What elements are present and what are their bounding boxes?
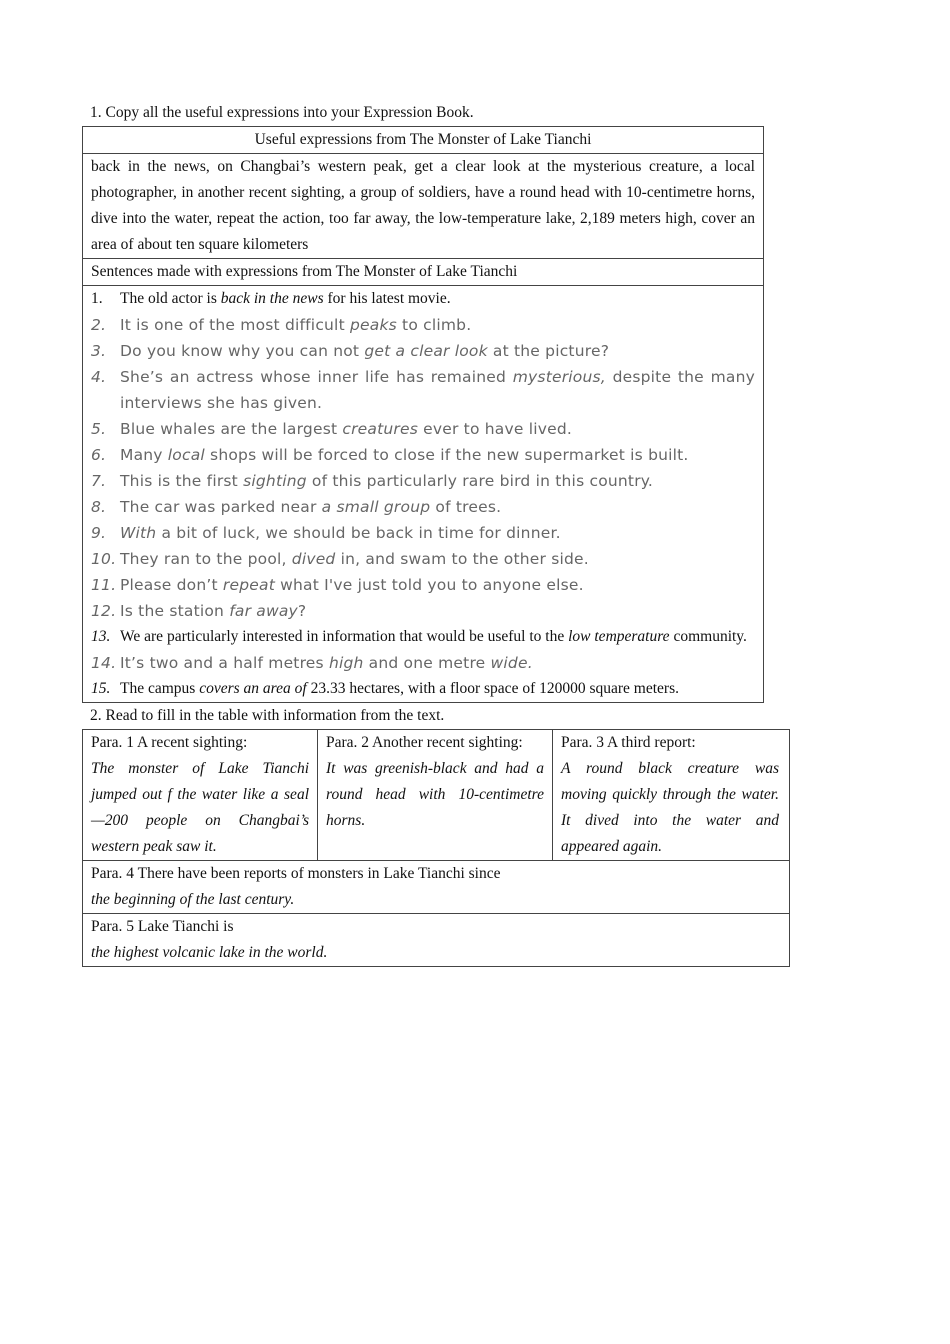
sentence-number: 10. (91, 550, 117, 568)
sentence-number: 11. (91, 576, 117, 594)
sentence-expression: creatures (342, 420, 419, 438)
sentence-text: of this particularly rare bird in this country. (306, 472, 654, 490)
sentence-item (91, 624, 755, 650)
sentence-number: 2. (91, 316, 107, 334)
para5-cell (83, 914, 789, 967)
sentences-list (83, 286, 763, 703)
sentence-item (91, 364, 755, 416)
sentence-text: Blue whales are the largest (120, 420, 343, 438)
sentence-expression: far away (229, 602, 298, 620)
para5-answer: the highest volcanic lake in the world. (91, 944, 328, 961)
sentence-expression: get a clear look (364, 342, 488, 360)
sentence-text: Many (120, 446, 168, 464)
sentence-item (91, 494, 755, 520)
sentence-item (91, 338, 755, 364)
sentence-number: 15. (91, 680, 111, 697)
sentence-text: shops will be forced to close if the new supermarket is built. (204, 446, 689, 464)
para3-answer: A round black creature was moving quickly through the water. It dived into the water and appeared again. (561, 760, 779, 855)
sentence-item (91, 598, 755, 624)
para5-label: Para. 5 Lake Tianchi is (91, 918, 234, 935)
task1-instruction: 1. Copy all the useful expressions into your Expression Book. (90, 104, 474, 121)
sentence-expression: wide. (490, 654, 533, 672)
sentence-text: Do you know why you can not (120, 342, 365, 360)
reading-table (82, 729, 790, 967)
sentence-item (91, 572, 755, 598)
para1-label: Para. 1 A recent sighting: (91, 734, 248, 751)
sentence-item (91, 416, 755, 442)
para3-cell (552, 730, 787, 860)
expressions-table (82, 126, 764, 703)
sentence-text: in, and swam to the other side. (335, 550, 589, 568)
para2-cell (317, 730, 552, 860)
sentence-text: Is the station (120, 602, 230, 620)
sentence-expression: sighting (243, 472, 307, 490)
sentence-text: It’s two and a half metres (120, 654, 329, 672)
para3-label: Para. 3 A third report: (561, 734, 696, 751)
sentence-number: 7. (91, 472, 107, 490)
sentence-text: 23.33 hectares, with a floor space of 120000 square meters. (306, 680, 679, 697)
sentence-item (91, 676, 755, 702)
sentence-text: It is one of the most difficult (120, 316, 350, 334)
sentence-text: They ran to the pool, (120, 550, 292, 568)
sentence-text: The car was parked near (120, 498, 322, 516)
sentence-text: at the picture? (487, 342, 610, 360)
para4-cell (83, 861, 789, 914)
sentence-number: 1. (91, 290, 103, 307)
sentence-text: and one metre (363, 654, 491, 672)
sentence-number: 9. (91, 524, 107, 542)
para2-answer: It was greenish-black and had a round head with 10-centimetre horns. (326, 760, 544, 829)
sentence-item (91, 520, 755, 546)
sentence-text: The campus (120, 680, 200, 697)
task2-instruction: 2. Read to fill in the table with information from the text. (90, 707, 445, 724)
para1-answer: The monster of Lake Tianchi jumped out f the water like a seal—200 people on Changbai’s western peak saw it. (91, 760, 309, 855)
sentence-text: We are particularly interested in information that would be useful to the (120, 628, 569, 645)
document-page (82, 100, 788, 967)
sentence-expression: dived (291, 550, 336, 568)
sentence-expression: a small group (321, 498, 431, 516)
sentence-text: ? (297, 602, 307, 620)
sentence-text: despite the many interviews she has given. (120, 368, 755, 412)
sentence-item (91, 468, 755, 494)
sentence-expression: With (120, 524, 157, 542)
sentence-expression: covers an area of (199, 680, 307, 697)
sentence-expression: high (328, 654, 364, 672)
sentence-item (91, 312, 755, 338)
sentence-text: The old actor is (120, 290, 221, 307)
sentence-item (91, 546, 755, 572)
sentence-number: 8. (91, 498, 107, 516)
sentence-number: 3. (91, 342, 107, 360)
sentence-number: 12. (91, 602, 117, 620)
sentence-number: 13. (91, 628, 111, 645)
sentence-number: 5. (91, 420, 107, 438)
sentence-text: community. (669, 628, 747, 645)
sentence-expression: low temperature (568, 628, 670, 645)
expressions-list: back in the news, on Changbai’s western peak, get a clear look at the mysterious creature, a local photographer, in another recent sighting, a group of soldiers, have a round head with 10-centimetre horns, dive into the water, repeat the action, too far away, the low-temperature lake, 2,189 meters high, cover an area of about ten square kilometers (83, 154, 763, 259)
para1-cell (83, 730, 317, 860)
para4-answer: the beginning of the last century. (91, 891, 295, 908)
sentence-item (91, 286, 755, 312)
sentence-item (91, 650, 755, 676)
sentence-text: for his latest movie. (323, 290, 451, 307)
sentence-text: She’s an actress whose inner life has remained (120, 368, 513, 386)
sentence-number: 6. (91, 446, 107, 464)
sentence-text: ever to have lived. (418, 420, 573, 438)
expressions-table-title: Useful expressions from The Monster of Lake Tianchi (83, 127, 763, 154)
sentence-text: to climb. (396, 316, 472, 334)
sentence-text: of trees. (430, 498, 502, 516)
sentences-title: Sentences made with expressions from The Monster of Lake Tianchi (83, 259, 763, 286)
reading-table-row (83, 730, 789, 861)
sentence-expression: mysterious, (512, 368, 606, 386)
sentence-text: a bit of luck, we should be back in time for dinner. (156, 524, 561, 542)
sentence-expression: local (167, 446, 205, 464)
sentence-text: what I've just told you to anyone else. (274, 576, 584, 594)
sentence-text: Please don’t (120, 576, 223, 594)
sentence-number: 14. (91, 654, 117, 672)
para4-label: Para. 4 There have been reports of monsters in Lake Tianchi since (91, 865, 501, 882)
sentence-expression: repeat (222, 576, 275, 594)
sentence-text: This is the first (120, 472, 244, 490)
sentence-item (91, 442, 755, 468)
sentence-number: 4. (91, 368, 107, 386)
para2-label: Para. 2 Another recent sighting: (326, 734, 523, 751)
sentence-expression: peaks (349, 316, 397, 334)
sentence-expression: back in the news (220, 290, 324, 307)
